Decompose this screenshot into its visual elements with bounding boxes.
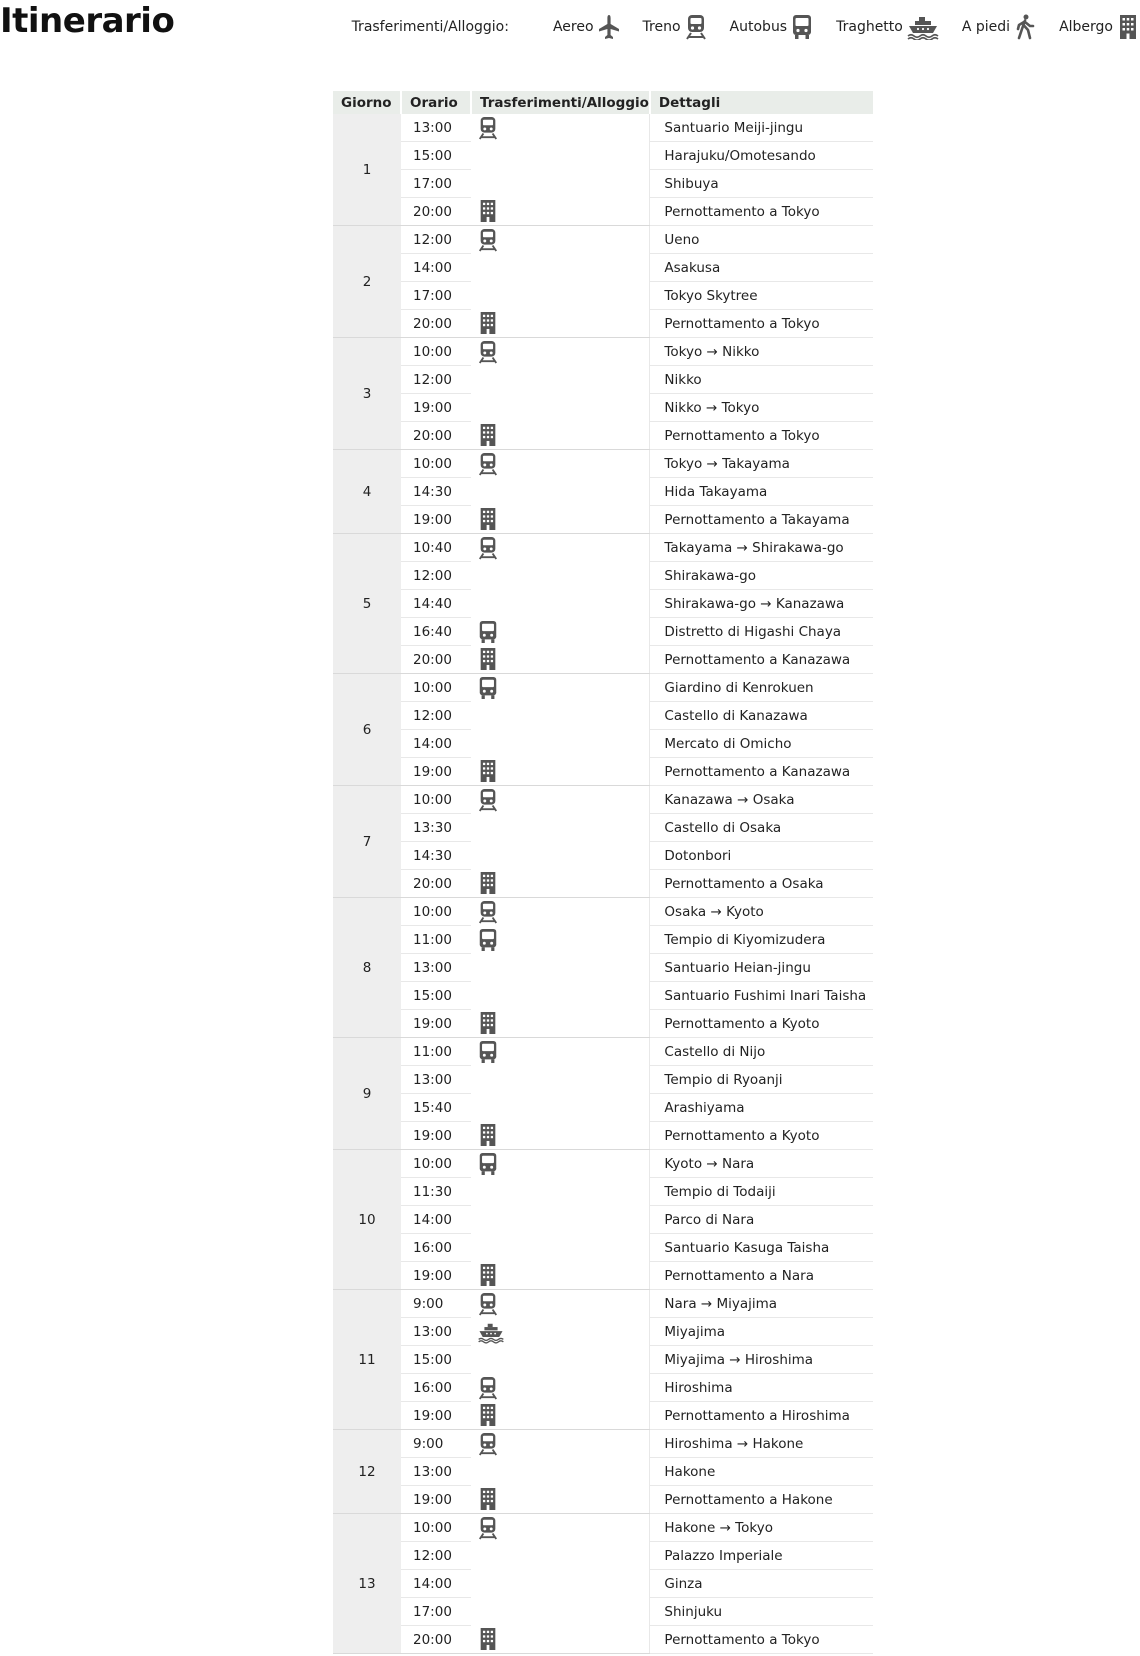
- transport-cell: [471, 1262, 650, 1290]
- table-row: [333, 1038, 873, 1066]
- detail-cell: Castello di Kanazawa: [650, 702, 873, 730]
- table-row: [333, 1318, 873, 1346]
- page-title: Itinerario: [0, 1, 175, 41]
- table-row: [333, 674, 873, 702]
- time-cell: 10:00: [401, 786, 471, 814]
- table-row: [333, 898, 873, 926]
- detail-cell: Shinjuku: [650, 1598, 873, 1626]
- detail-cell: Dotonbori: [650, 842, 873, 870]
- detail-cell: Castello di Nijo: [650, 1038, 873, 1066]
- table-row: [333, 926, 873, 954]
- header-time: Orario: [401, 91, 471, 114]
- train-icon: [477, 1432, 499, 1456]
- transport-cell: [471, 674, 650, 702]
- transport-cell: [471, 1430, 650, 1458]
- train-icon: [477, 228, 499, 252]
- time-cell: 10:00: [401, 1514, 471, 1542]
- table-row: [333, 1010, 873, 1038]
- transport-cell: [471, 926, 650, 954]
- time-cell: 16:00: [401, 1234, 471, 1262]
- transport-cell: [471, 618, 650, 646]
- time-cell: 20:00: [401, 646, 471, 674]
- detail-cell: Hakone: [650, 1458, 873, 1486]
- time-cell: 12:00: [401, 226, 471, 254]
- time-cell: 13:00: [401, 114, 471, 142]
- bus-icon: [477, 1040, 499, 1064]
- detail-cell: Asakusa: [650, 254, 873, 282]
- transport-cell: [471, 114, 650, 142]
- hotel-icon: [477, 507, 499, 531]
- train-icon: [477, 452, 499, 476]
- table-row: [333, 1430, 873, 1458]
- time-cell: 15:00: [401, 1346, 471, 1374]
- hotel-icon: [477, 423, 499, 447]
- transport-cell: [471, 842, 650, 870]
- train-icon: [477, 788, 499, 812]
- table-row: [333, 142, 873, 170]
- table-row: [333, 1234, 873, 1262]
- table-row: [333, 478, 873, 506]
- day-cell: 7: [333, 786, 401, 898]
- day-cell: 13: [333, 1514, 401, 1654]
- train-icon: [477, 116, 499, 140]
- time-cell: 15:00: [401, 982, 471, 1010]
- detail-cell: Shirakawa-go → Kanazawa: [650, 590, 873, 618]
- train-icon: [477, 536, 499, 560]
- time-cell: 12:00: [401, 562, 471, 590]
- transport-cell: [471, 758, 650, 786]
- detail-cell: Palazzo Imperiale: [650, 1542, 873, 1570]
- time-cell: 12:00: [401, 366, 471, 394]
- detail-cell: Pernottamento a Tokyo: [650, 1626, 873, 1654]
- transport-cell: [471, 1598, 650, 1626]
- time-cell: 13:30: [401, 814, 471, 842]
- header-transport: Trasferimenti/Alloggio: [471, 91, 650, 114]
- transport-cell: [471, 394, 650, 422]
- transport-cell: [471, 1318, 650, 1346]
- table-row: [333, 338, 873, 366]
- table-row: [333, 618, 873, 646]
- hotel-icon: [477, 1403, 499, 1427]
- detail-cell: Tokyo → Takayama: [650, 450, 873, 478]
- table-row: [333, 646, 873, 674]
- time-cell: 20:00: [401, 1626, 471, 1654]
- day-cell: 2: [333, 226, 401, 338]
- legend-item-label: Aereo: [552, 19, 594, 35]
- table-row: [333, 1626, 873, 1654]
- table-row: [333, 1514, 873, 1542]
- transport-cell: [471, 1150, 650, 1178]
- transport-legend: [352, 14, 1140, 40]
- table-row: [333, 758, 873, 786]
- header-details: Dettagli: [650, 91, 873, 114]
- time-cell: 20:00: [401, 198, 471, 226]
- ferry-icon: [906, 14, 940, 40]
- ferry-icon: [477, 1320, 505, 1344]
- time-cell: 12:00: [401, 1542, 471, 1570]
- detail-cell: Pernottamento a Tokyo: [650, 198, 873, 226]
- time-cell: 16:40: [401, 618, 471, 646]
- transport-cell: [471, 1542, 650, 1570]
- transport-cell: [471, 786, 650, 814]
- table-row: [333, 954, 873, 982]
- time-cell: 17:00: [401, 282, 471, 310]
- detail-cell: Hiroshima → Hakone: [650, 1430, 873, 1458]
- table-row: [333, 226, 873, 254]
- transport-cell: [471, 1626, 650, 1654]
- detail-cell: Mercato di Omicho: [650, 730, 873, 758]
- time-cell: 11:00: [401, 1038, 471, 1066]
- transport-cell: [471, 898, 650, 926]
- time-cell: 19:00: [401, 1122, 471, 1150]
- table-row: [333, 254, 873, 282]
- detail-cell: Pernottamento a Hiroshima: [650, 1402, 873, 1430]
- detail-cell: Harajuku/Omotesando: [650, 142, 873, 170]
- transport-cell: [471, 1038, 650, 1066]
- transport-cell: [471, 254, 650, 282]
- table-row: [333, 562, 873, 590]
- detail-cell: Miyajima → Hiroshima: [650, 1346, 873, 1374]
- day-cell: 9: [333, 1038, 401, 1150]
- time-cell: 19:00: [401, 758, 471, 786]
- train-icon: [477, 340, 499, 364]
- day-cell: 8: [333, 898, 401, 1038]
- detail-cell: Shibuya: [650, 170, 873, 198]
- hotel-icon: [477, 1487, 499, 1511]
- detail-cell: Nikko: [650, 366, 873, 394]
- table-row: [333, 366, 873, 394]
- transport-cell: [471, 198, 650, 226]
- time-cell: 20:00: [401, 870, 471, 898]
- table-row: [333, 786, 873, 814]
- header-day: Giorno: [333, 91, 401, 114]
- table-row: [333, 1094, 873, 1122]
- day-cell: 3: [333, 338, 401, 450]
- hotel-icon: [477, 1263, 499, 1287]
- detail-cell: Parco di Nara: [650, 1206, 873, 1234]
- legend-item-hotel: [1059, 14, 1140, 40]
- time-cell: 11:30: [401, 1178, 471, 1206]
- time-cell: 10:00: [401, 674, 471, 702]
- legend-item-label: A piedi: [961, 19, 1011, 35]
- day-cell: 4: [333, 450, 401, 534]
- table-row: [333, 1346, 873, 1374]
- table-row: [333, 198, 873, 226]
- detail-cell: Santuario Heian-jingu: [650, 954, 873, 982]
- detail-cell: Takayama → Shirakawa-go: [650, 534, 873, 562]
- transport-cell: [471, 282, 650, 310]
- detail-cell: Pernottamento a Tokyo: [650, 310, 873, 338]
- train-icon: [477, 1292, 499, 1316]
- legend-label: Trasferimenti/Alloggio:: [351, 19, 509, 35]
- transport-cell: [471, 1486, 650, 1514]
- time-cell: 13:00: [401, 1066, 471, 1094]
- table-row: [333, 450, 873, 478]
- detail-cell: Tokyo Skytree: [650, 282, 873, 310]
- time-cell: 10:40: [401, 534, 471, 562]
- detail-cell: Giardino di Kenrokuen: [650, 674, 873, 702]
- transport-cell: [471, 870, 650, 898]
- hotel-icon: [477, 311, 499, 335]
- transport-cell: [471, 450, 650, 478]
- detail-cell: Tempio di Kiyomizudera: [650, 926, 873, 954]
- detail-cell: Miyajima: [650, 1318, 873, 1346]
- bus-icon: [477, 676, 499, 700]
- detail-cell: Pernottamento a Takayama: [650, 506, 873, 534]
- legend-item-ferry: [836, 14, 940, 40]
- detail-cell: Nikko → Tokyo: [650, 394, 873, 422]
- table-row: [333, 1122, 873, 1150]
- bus-icon: [477, 620, 499, 644]
- time-cell: 19:00: [401, 394, 471, 422]
- time-cell: 17:00: [401, 170, 471, 198]
- time-cell: 14:00: [401, 730, 471, 758]
- table-row: [333, 1262, 873, 1290]
- detail-cell: Shirakawa-go: [650, 562, 873, 590]
- detail-cell: Kanazawa → Osaka: [650, 786, 873, 814]
- detail-cell: Tempio di Todaiji: [650, 1178, 873, 1206]
- table-row: [333, 1290, 873, 1318]
- hotel-icon: [477, 759, 499, 783]
- time-cell: 20:00: [401, 422, 471, 450]
- table-row: [333, 170, 873, 198]
- transport-cell: [471, 366, 650, 394]
- table-row: [333, 1402, 873, 1430]
- transport-cell: [471, 1066, 650, 1094]
- detail-cell: Ueno: [650, 226, 873, 254]
- transport-cell: [471, 590, 650, 618]
- time-cell: 11:00: [401, 926, 471, 954]
- time-cell: 14:30: [401, 478, 471, 506]
- transport-cell: [471, 1402, 650, 1430]
- table-row: [333, 1542, 873, 1570]
- table-row: [333, 1206, 873, 1234]
- table-row: [333, 114, 873, 142]
- table-row: [333, 422, 873, 450]
- hotel-icon: [477, 199, 499, 223]
- time-cell: 14:40: [401, 590, 471, 618]
- transport-cell: [471, 534, 650, 562]
- time-cell: 19:00: [401, 1486, 471, 1514]
- time-cell: 14:00: [401, 1206, 471, 1234]
- table-row: [333, 1570, 873, 1598]
- transport-cell: [471, 170, 650, 198]
- day-cell: 5: [333, 534, 401, 674]
- detail-cell: Pernottamento a Nara: [650, 1262, 873, 1290]
- table-row: [333, 842, 873, 870]
- transport-cell: [471, 1374, 650, 1402]
- table-row: [333, 282, 873, 310]
- table-row: [333, 310, 873, 338]
- transport-cell: [471, 1290, 650, 1318]
- legend-item-label: Traghetto: [836, 19, 903, 35]
- table-row: [333, 590, 873, 618]
- table-row: [333, 394, 873, 422]
- transport-cell: [471, 954, 650, 982]
- detail-cell: Santuario Meiji-jingu: [650, 114, 873, 142]
- transport-cell: [471, 1346, 650, 1374]
- walk-icon: [1013, 14, 1037, 40]
- table-row: [333, 1598, 873, 1626]
- transport-cell: [471, 478, 650, 506]
- bus-icon: [477, 1152, 499, 1176]
- time-cell: 20:00: [401, 310, 471, 338]
- detail-cell: Pernottamento a Kanazawa: [650, 646, 873, 674]
- legend-item-walk: [962, 14, 1037, 40]
- time-cell: 10:00: [401, 450, 471, 478]
- table-row: [333, 1150, 873, 1178]
- detail-cell: Castello di Osaka: [650, 814, 873, 842]
- time-cell: 10:00: [401, 338, 471, 366]
- transport-cell: [471, 814, 650, 842]
- transport-cell: [471, 506, 650, 534]
- day-cell: 10: [333, 1150, 401, 1290]
- table-row: [333, 730, 873, 758]
- table-row: [333, 1374, 873, 1402]
- bus-icon: [790, 14, 814, 40]
- time-cell: 9:00: [401, 1430, 471, 1458]
- detail-cell: Distretto di Higashi Chaya: [650, 618, 873, 646]
- detail-cell: Santuario Kasuga Taisha: [650, 1234, 873, 1262]
- detail-cell: Pernottamento a Kyoto: [650, 1010, 873, 1038]
- hotel-icon: [477, 647, 499, 671]
- legend-item-train: [643, 14, 708, 40]
- legend-item-label: Albergo: [1059, 19, 1113, 35]
- time-cell: 12:00: [401, 702, 471, 730]
- itinerary-body: [333, 114, 873, 1654]
- time-cell: 13:00: [401, 1458, 471, 1486]
- hotel-icon: [477, 871, 499, 895]
- time-cell: 13:00: [401, 1318, 471, 1346]
- transport-cell: [471, 1206, 650, 1234]
- hotel-icon: [1116, 14, 1140, 40]
- transport-cell: [471, 1178, 650, 1206]
- detail-cell: Osaka → Kyoto: [650, 898, 873, 926]
- transport-cell: [471, 142, 650, 170]
- detail-cell: Hakone → Tokyo: [650, 1514, 873, 1542]
- time-cell: 13:00: [401, 954, 471, 982]
- detail-cell: Pernottamento a Kanazawa: [650, 758, 873, 786]
- legend-item-label: Autobus: [729, 19, 788, 35]
- transport-cell: [471, 982, 650, 1010]
- detail-cell: Pernottamento a Kyoto: [650, 1122, 873, 1150]
- time-cell: 9:00: [401, 1290, 471, 1318]
- transport-cell: [471, 1094, 650, 1122]
- time-cell: 15:00: [401, 142, 471, 170]
- table-row: [333, 534, 873, 562]
- table-row: [333, 982, 873, 1010]
- transport-cell: [471, 1010, 650, 1038]
- table-row: [333, 506, 873, 534]
- train-icon: [477, 900, 499, 924]
- bus-icon: [477, 928, 499, 952]
- day-cell: 1: [333, 114, 401, 226]
- legend-item-bus: [730, 14, 815, 40]
- transport-cell: [471, 1570, 650, 1598]
- legend-item-label: Treno: [642, 19, 681, 35]
- detail-cell: Pernottamento a Hakone: [650, 1486, 873, 1514]
- table-row: [333, 1178, 873, 1206]
- transport-cell: [471, 422, 650, 450]
- detail-cell: Tokyo → Nikko: [650, 338, 873, 366]
- time-cell: 14:00: [401, 1570, 471, 1598]
- detail-cell: Nara → Miyajima: [650, 1290, 873, 1318]
- transport-cell: [471, 730, 650, 758]
- table-row: [333, 814, 873, 842]
- time-cell: 19:00: [401, 506, 471, 534]
- transport-cell: [471, 226, 650, 254]
- transport-cell: [471, 310, 650, 338]
- detail-cell: Ginza: [650, 1570, 873, 1598]
- table-row: [333, 1066, 873, 1094]
- time-cell: 10:00: [401, 898, 471, 926]
- train-icon: [684, 14, 708, 40]
- day-cell: 6: [333, 674, 401, 786]
- transport-cell: [471, 338, 650, 366]
- transport-cell: [471, 1514, 650, 1542]
- detail-cell: Pernottamento a Osaka: [650, 870, 873, 898]
- transport-cell: [471, 1458, 650, 1486]
- time-cell: 14:00: [401, 254, 471, 282]
- time-cell: 16:00: [401, 1374, 471, 1402]
- transport-cell: [471, 1122, 650, 1150]
- detail-cell: Hiroshima: [650, 1374, 873, 1402]
- itinerary-table: [333, 91, 873, 1654]
- time-cell: 19:00: [401, 1262, 471, 1290]
- table-row: [333, 702, 873, 730]
- time-cell: 10:00: [401, 1150, 471, 1178]
- hotel-icon: [477, 1627, 499, 1651]
- time-cell: 19:00: [401, 1010, 471, 1038]
- detail-cell: Kyoto → Nara: [650, 1150, 873, 1178]
- time-cell: 17:00: [401, 1598, 471, 1626]
- time-cell: 19:00: [401, 1402, 471, 1430]
- train-icon: [477, 1376, 499, 1400]
- train-icon: [477, 1516, 499, 1540]
- detail-cell: Pernottamento a Tokyo: [650, 422, 873, 450]
- transport-cell: [471, 562, 650, 590]
- table-row: [333, 1458, 873, 1486]
- plane-icon: [597, 14, 621, 40]
- time-cell: 15:40: [401, 1094, 471, 1122]
- day-cell: 11: [333, 1290, 401, 1430]
- transport-cell: [471, 1234, 650, 1262]
- table-header-row: [333, 91, 873, 114]
- transport-cell: [471, 702, 650, 730]
- detail-cell: Tempio di Ryoanji: [650, 1066, 873, 1094]
- detail-cell: Arashiyama: [650, 1094, 873, 1122]
- detail-cell: Hida Takayama: [650, 478, 873, 506]
- hotel-icon: [477, 1123, 499, 1147]
- detail-cell: Santuario Fushimi Inari Taisha: [650, 982, 873, 1010]
- table-row: [333, 870, 873, 898]
- hotel-icon: [477, 1011, 499, 1035]
- day-cell: 12: [333, 1430, 401, 1514]
- table-row: [333, 1486, 873, 1514]
- transport-cell: [471, 646, 650, 674]
- time-cell: 14:30: [401, 842, 471, 870]
- legend-item-plane: [553, 14, 621, 40]
